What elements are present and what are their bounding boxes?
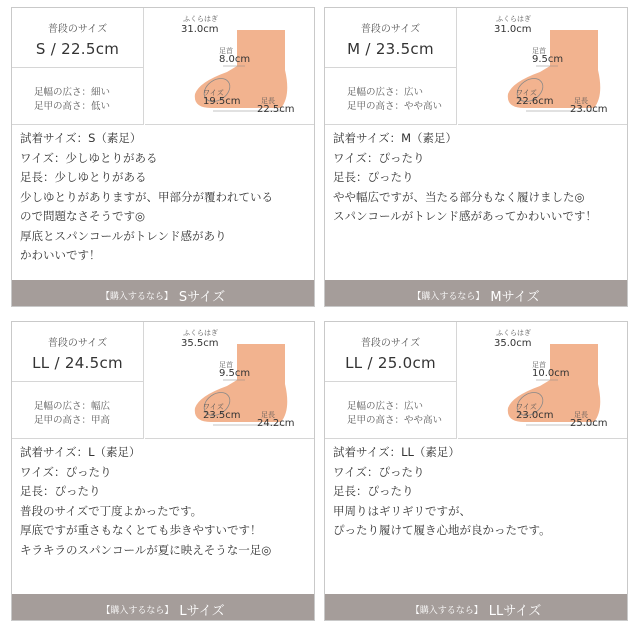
foot-width-text: 足幅の広さ：幅広 <box>34 401 111 412</box>
length-label: 足長 <box>574 411 588 419</box>
ankle-label: 足首 <box>532 47 546 55</box>
length-value: 22.5cm <box>257 104 295 115</box>
length-label: 足長 <box>261 411 275 419</box>
usual-size-panel <box>12 8 144 125</box>
calf-label: ふくらはぎ <box>183 15 218 23</box>
calf-label: ふくらはぎ <box>496 329 531 337</box>
ankle-label: 足首 <box>219 47 233 55</box>
calf-value: 31.0cm <box>181 24 219 35</box>
comment-line: 少しゆとりがありますが、甲部分が覆われている <box>20 189 273 204</box>
width-label: ワイズ <box>203 403 224 411</box>
usual-size-label: 普段のサイズ <box>47 24 108 35</box>
recommended-size: Lサイズ <box>179 604 225 619</box>
recommended-size-bar <box>325 280 627 306</box>
width-label: ワイズ <box>203 89 224 97</box>
foot-measurement-diagram <box>145 322 314 439</box>
usual-size-value: S / 22.5cm <box>35 40 120 58</box>
comment-line: 足長：ぴったり <box>20 484 101 498</box>
usual-size-label: 普段のサイズ <box>360 338 421 349</box>
length-value: 24.2cm <box>257 418 295 429</box>
ankle-value: 8.0cm <box>219 54 251 65</box>
fitting-comments <box>20 443 312 560</box>
size-card-m <box>324 7 628 307</box>
comment-line: スパンコールがトレンド感があってかわいいです！ <box>333 209 597 223</box>
comment-line: ぴったり履けて履き心地が良かったです。 <box>333 523 551 537</box>
ankle-value: 9.5cm <box>219 368 251 379</box>
comment-line: 試着サイズ：L（素足） <box>20 445 141 459</box>
recommended-size-bar <box>12 594 314 620</box>
instep-height-text: 足甲の高さ：やや高い <box>347 415 443 426</box>
usual-size-label: 普段のサイズ <box>360 24 421 35</box>
comment-line: やや幅広ですが、当たる部分もなく履けました◎ <box>333 189 585 204</box>
calf-label: ふくらはぎ <box>496 15 531 23</box>
comment-line: 足長：ぴったり <box>333 484 414 498</box>
ankle-value: 10.0cm <box>532 368 570 379</box>
length-value: 25.0cm <box>570 418 608 429</box>
comment-line: ワイズ：ぴったり <box>333 150 425 165</box>
instep-height-text: 足甲の高さ：低い <box>34 101 111 112</box>
usual-size-value: M / 23.5cm <box>347 40 434 58</box>
width-label: ワイズ <box>516 403 537 411</box>
ankle-label: 足首 <box>532 361 546 369</box>
size-card-s <box>11 7 315 307</box>
fitting-comments <box>20 129 312 266</box>
foot-width-text: 足幅の広さ：細い <box>34 87 111 98</box>
comment-line: 試着サイズ：M（素足） <box>333 131 458 145</box>
comment-line: 甲周りはギリギリですが、 <box>333 503 471 518</box>
fitting-comments <box>333 129 625 227</box>
foot-measurement-diagram <box>145 8 314 125</box>
instep-height-text: 足甲の高さ：やや高い <box>347 101 443 112</box>
usual-size-label: 普段のサイズ <box>47 338 108 349</box>
comment-line: 試着サイズ：LL（素足） <box>333 445 460 459</box>
length-label: 足長 <box>261 97 275 105</box>
width-value: 23.0cm <box>516 410 554 421</box>
comment-line: 厚底ですが重さもなくとても歩きやすいです！ <box>20 523 262 537</box>
instep-height-text: 足甲の高さ：甲高 <box>34 415 111 426</box>
comment-line: キラキラのスパンコールが夏に映えそうな一足◎ <box>20 542 272 557</box>
comment-line: 足長：ぴったり <box>333 170 414 184</box>
foot-width-text: 足幅の広さ：広い <box>347 87 424 98</box>
width-value: 22.6cm <box>516 96 554 107</box>
calf-value: 35.5cm <box>181 338 219 349</box>
fitting-comments <box>333 443 625 541</box>
width-label: ワイズ <box>516 89 537 97</box>
size-card-l <box>11 321 315 621</box>
recommended-size: Sサイズ <box>178 290 226 305</box>
length-label: 足長 <box>574 97 588 105</box>
usual-size-value: LL / 24.5cm <box>32 354 123 372</box>
comment-line: 試着サイズ：S（素足） <box>20 131 142 145</box>
recommended-size-bar <box>12 280 314 306</box>
comment-line: 普段のサイズで丁度よかったです。 <box>20 503 203 518</box>
comment-line: ワイズ：ぴったり <box>333 464 425 479</box>
calf-value: 31.0cm <box>494 24 532 35</box>
width-value: 19.5cm <box>203 96 241 107</box>
buy-prefix: 【購入するなら】 <box>412 292 485 302</box>
comment-line: 厚底とスパンコールがトレンド感があり <box>20 228 227 243</box>
foot-measurement-diagram <box>458 8 627 125</box>
recommended-size: Mサイズ <box>490 290 540 305</box>
calf-value: 35.0cm <box>494 338 532 349</box>
comment-line: ワイズ：少しゆとりがある <box>20 150 158 165</box>
foot-width-text: 足幅の広さ：広い <box>347 401 424 412</box>
width-value: 23.5cm <box>203 410 241 421</box>
size-card-ll <box>324 321 628 621</box>
calf-label: ふくらはぎ <box>183 329 218 337</box>
buy-prefix: 【購入するなら】 <box>410 606 483 616</box>
comment-line: ので問題なさそうです◎ <box>20 209 146 223</box>
foot-measurement-diagram <box>458 322 627 439</box>
comment-line: ワイズ：ぴったり <box>20 464 112 479</box>
buy-prefix: 【購入するなら】 <box>101 606 174 616</box>
ankle-value: 9.5cm <box>532 54 564 65</box>
ankle-label: 足首 <box>219 361 233 369</box>
length-value: 23.0cm <box>570 104 608 115</box>
recommended-size-bar <box>325 594 627 620</box>
usual-size-panel <box>325 8 457 125</box>
usual-size-panel <box>12 322 144 439</box>
recommended-size: LLサイズ <box>488 604 542 619</box>
usual-size-panel <box>325 322 457 439</box>
buy-prefix: 【購入するなら】 <box>100 292 173 302</box>
comment-line: 足長：少しゆとりがある <box>20 170 147 184</box>
comment-line: かわいいです！ <box>20 248 101 262</box>
usual-size-value: LL / 25.0cm <box>345 354 436 372</box>
